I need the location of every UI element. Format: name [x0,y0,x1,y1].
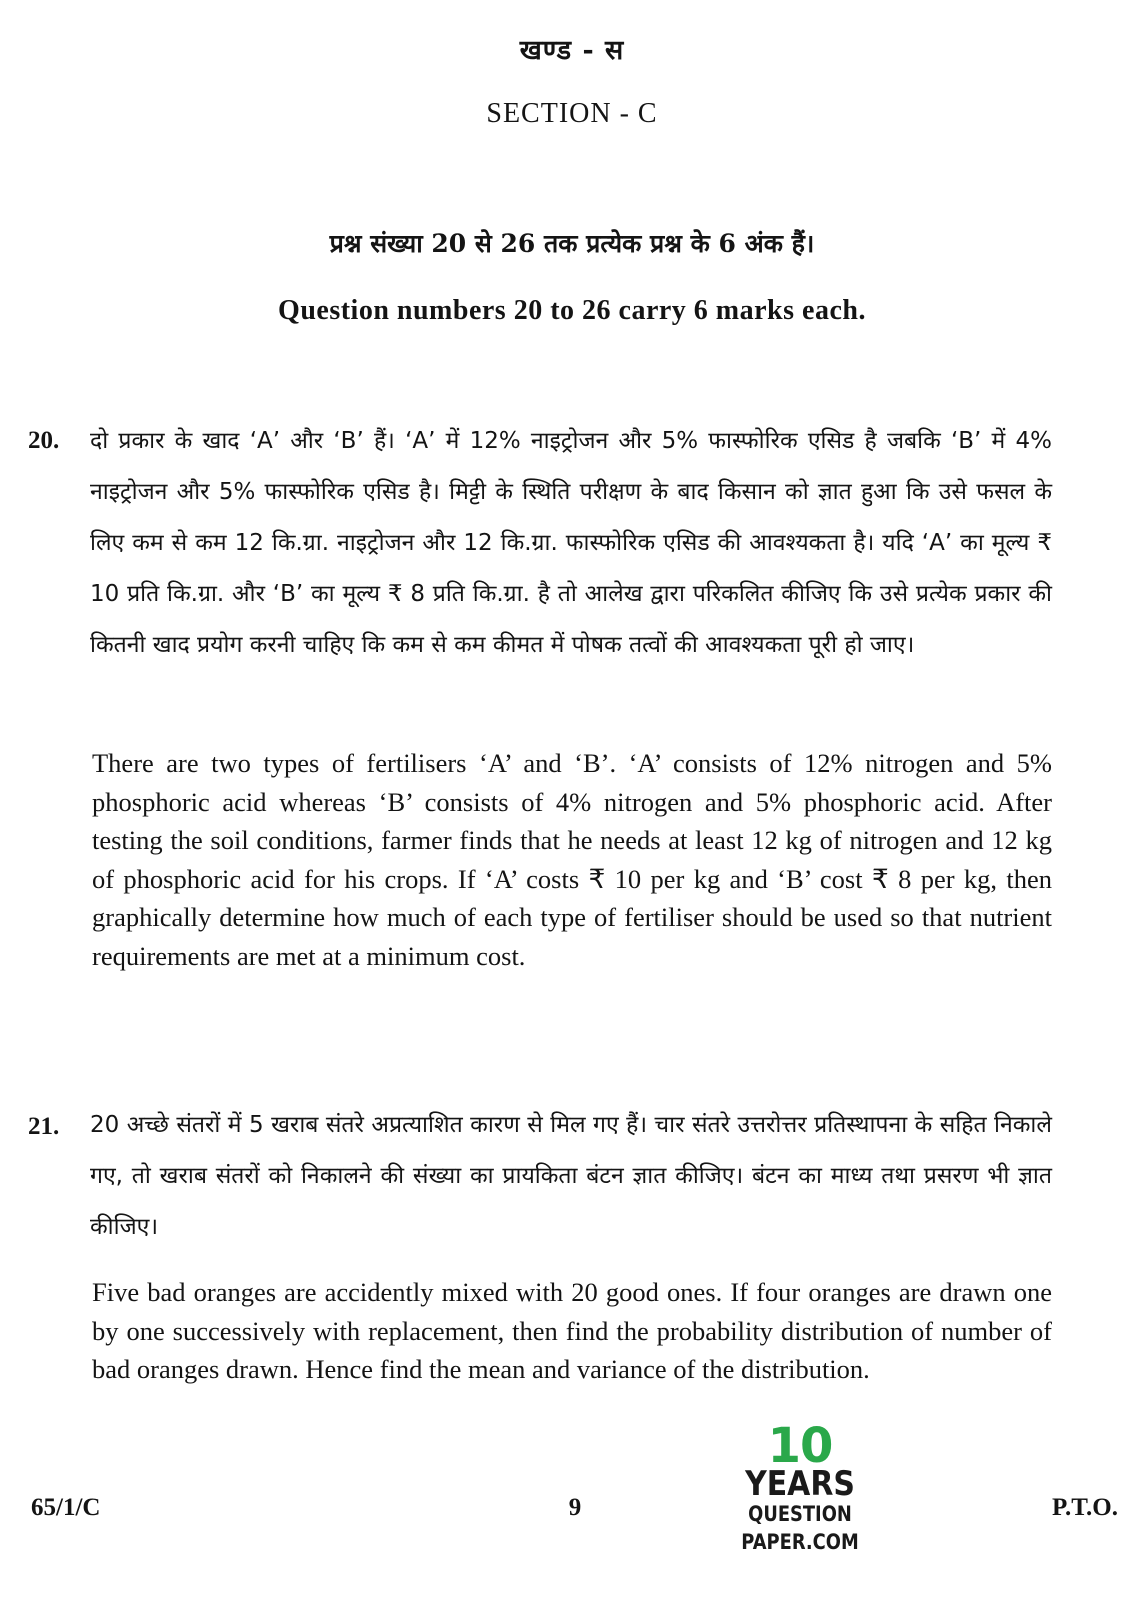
watermark-logo [680,1418,920,1556]
logo-number: 10 [767,1418,833,1474]
marks-instruction-english: Question numbers 20 to 26 carry 6 marks each. [278,295,866,326]
please-turn-over: P.T.O. [1052,1494,1118,1521]
question-text-english: Five bad oranges are accidently mixed with 20 good ones. If four oranges are drawn one by one successively with replacement, then find the probability distribution of number of bad oranges drawn. Hence find the mean and variance of the distribution. [92,1277,1052,1385]
question-text-hindi: 20 अच्छे संतरों में 5 खराब संतरे अप्रत्याशित कारण से मिल गए हैं। चार संतरे उत्तरोत्तर प्रतिस्थापना के सहित निकाले गए, तो खराब संतरों को निकालने की संख्या का प्रायकिता बंटन ज्ञात कीजिए। बंटन का माध्य तथा प्रसरण भी ज्ञात कीजिए। [90,1112,1052,1240]
question-number: 20. [28,427,60,454]
question-text-english: There are two types of fertilisers ‘A’ and ‘B’. ‘A’ consists of 12% nitrogen and 5% phosphoric acid whereas ‘B’ consists of 4% nitrogen and 5% phosphoric acid. After testing the soil conditions, farmer finds that he needs at least 12 kg of nitrogen and 12 kg of phosphoric acid for his crops. If ‘A’ costs ₹ 10 per kg and ‘B’ cost ₹ 8 per kg, then graphically determine how much of each type of fertiliser should be used so that nutrient requirements are met at a minimum cost. [92,748,1052,971]
marks-instruction-hindi: प्रश्न संख्या 20 से 26 तक प्रत्येक प्रश्न के 6 अंक हैं। [329,229,815,258]
question-text-hindi: दो प्रकार के खाद ‘A’ और ‘B’ हैं। ‘A’ में 12% नाइट्रोजन और 5% फास्फोरिक एसिड है जबकि ‘B’ में 4% नाइट्रोजन और 5% फास्फोरिक एसिड है। मिट्टी के स्थिति परीक्षण के बाद किसान को ज्ञात हुआ कि उसे फसल के लिए कम से कम 12 कि.ग्रा. नाइट्रोजन और 12 कि.ग्रा. फास्फोरिक एसिड की आवश्यकता है। यदि ‘A’ का मूल्य ₹ 10 प्रति कि.ग्रा. और ‘B’ का मूल्य ₹ 8 प्रति कि.ग्रा. है तो आलेख द्वारा परिकलित कीजिए कि उसे प्रत्येक प्रकार की कितनी खाद प्रयोग करनी चाहिए कि कम से कम कीमत में पोषक तत्वों की आवश्यकता पूरी हो जाए। [90,428,1052,658]
logo-years: YEARS [745,1464,855,1504]
page-number: 9 [568,1494,582,1521]
paper-code: 65/1/C [31,1494,101,1521]
section-title-english: SECTION - C [486,98,658,129]
question-number: 21. [28,1113,60,1140]
section-title-hindi: खण्ड - स [519,35,625,66]
logo-site: QUESTION PAPER.COM [741,1502,859,1554]
